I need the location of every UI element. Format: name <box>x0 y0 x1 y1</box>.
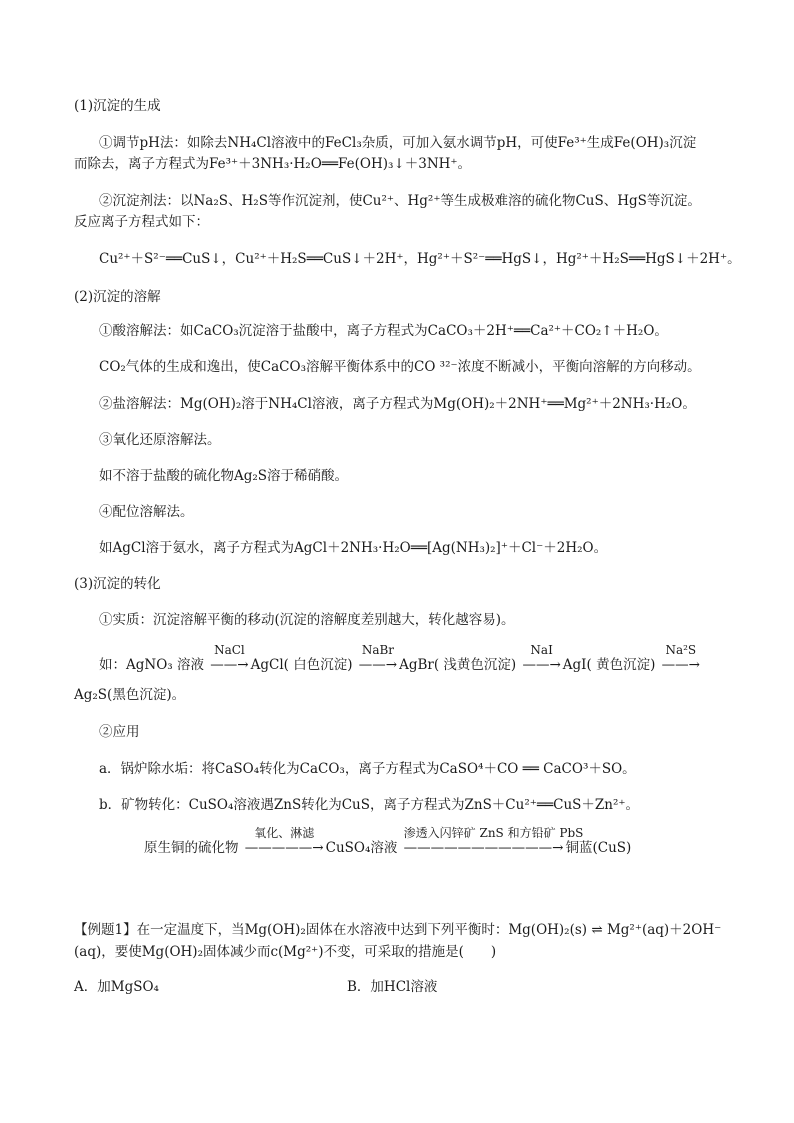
s2-p3: ②盐溶解法：Mg(OH)₂溶于NH₄Cl溶液，离子方程式为Mg(OH)₂＋2NH⁺══Mg²⁺＋2NH₃·H₂O。 <box>99 396 696 412</box>
conversion-chain <box>99 643 702 675</box>
s1-p2-line2: 反应离子方程式如下： <box>74 214 209 230</box>
chain-reagent-1: NaCl <box>214 643 245 657</box>
s3-p1: ①实质：沉淀溶解平衡的移动(沉淀的溶解度差别越大，转化越容易)。 <box>99 612 515 628</box>
s2-p6: ④配位溶解法。 <box>99 504 194 520</box>
chain-reagent-3: NaI <box>530 643 553 657</box>
arrow-icon: ——→ <box>358 657 398 673</box>
chain-reagent-2: NaBr <box>361 643 395 657</box>
s3-application-heading: ②应用 <box>99 724 140 740</box>
s3-item-a: a．锅炉除水垢：将CaSO₄转化为CaCO₃，离子方程式为CaSO⁴＋CO ══ CaCO³＋SO。 <box>99 761 636 777</box>
chain-tail: Ag₂S(黑色沉淀)。 <box>74 687 186 703</box>
s3-item-b: b．矿物转化：CuSO₄溶液遇ZnS转化为CuS，离子方程式为ZnS＋Cu²⁺══CuS＋Zn²⁺。 <box>99 797 640 813</box>
flow-arrow-2 <box>403 826 584 858</box>
s2-p1: ①酸溶解法：如CaCO₃沉淀溶于盐酸中，离子方程式为CaCO₃＋2H⁺══Ca²⁺＋CO₂↑＋H₂O。 <box>99 323 668 339</box>
arrow-icon: ———————————→ <box>403 840 564 856</box>
flow-mid: CuSO₄溶液 <box>325 840 398 856</box>
option-b[interactable]: B．加HCl溶液 <box>347 979 438 995</box>
s1-p2-equations: Cu²⁺＋S²⁻══CuS↓，Cu²⁺＋H₂S══CuS↓＋2H⁺，Hg²⁺＋S²⁻══HgS↓，Hg²⁺＋H₂S══HgS↓＋2H⁺。 <box>99 251 741 267</box>
s2-p7: 如AgCl溶于氨水，离子方程式为AgCl＋2NH₃·H₂O══[Ag(NH₃)₂]⁺＋Cl⁻＋2H₂O。 <box>99 540 608 556</box>
chain-arrow-1 <box>210 643 249 675</box>
s1-p1-line2: 而除去，离子方程式为Fe³⁺＋3NH₃·H₂O══Fe(OH)₃↓＋3NH⁺。 <box>74 156 472 172</box>
chain-product-1: AgCl( 白色沉淀) <box>250 657 353 673</box>
chain-product-3: AgI( 黄色沉淀) <box>562 657 656 673</box>
s2-heading: (2)沉淀的溶解 <box>74 289 161 305</box>
s2-p5: 如不溶于盐酸的硫化物Ag₂S溶于稀硝酸。 <box>99 468 349 484</box>
arrow-icon: ——→ <box>661 657 700 673</box>
s1-p1-line1: ①调节pH法：如除去NH₄Cl溶液中的FeCl₃杂质，可加入氨水调节pH，可使Fe³⁺生成Fe(OH)₃沉淀 <box>99 135 697 151</box>
example-line1: 【例题1】在一定温度下，当Mg(OH)₂固体在水溶液中达到下列平衡时：Mg(OH)₂(s) ⇌ Mg²⁺(aq)＋2OH⁻ <box>74 922 722 938</box>
chain-reagent-4: Na²S <box>665 643 697 657</box>
flow-condition-1: 氧化、淋滤 <box>254 826 315 840</box>
arrow-icon: ——→ <box>522 657 561 673</box>
s2-p4: ③氧化还原溶解法。 <box>99 432 221 448</box>
s1-p2-line1: ②沉淀剂法：以Na₂S、H₂S等作沉淀剂，使Cu²⁺、Hg²⁺等生成极难溶的硫化物CuS、HgS等沉淀。 <box>99 193 701 209</box>
flow-arrow-1 <box>244 826 324 858</box>
chain-product-2: AgBr( 浅黄色沉淀) <box>399 657 517 673</box>
chain-prefix: 如：AgNO₃ 溶液 <box>99 657 204 673</box>
example-line2: (aq)，要使Mg(OH)₂固体减少而c(Mg²⁺)不变，可采取的措施是( ) <box>74 944 497 960</box>
s1-heading: (1)沉淀的生成 <box>74 98 161 114</box>
s3-heading: (3)沉淀的转化 <box>74 576 161 592</box>
option-a[interactable]: A．加MgSO₄ <box>74 979 159 995</box>
mineral-flow <box>144 826 632 858</box>
flow-start: 原生铜的硫化物 <box>144 840 239 856</box>
chain-arrow-2 <box>358 643 398 675</box>
chain-arrow-3 <box>522 643 561 675</box>
arrow-icon: ——→ <box>210 657 249 673</box>
chain-arrow-4 <box>661 643 700 675</box>
arrow-icon: —————→ <box>244 840 324 856</box>
s2-p2: CO₂气体的生成和逸出，使CaCO₃溶解平衡体系中的CO ³²⁻浓度不断减小，平衡向溶解的方向移动。 <box>99 359 701 375</box>
flow-end: 铜蓝(CuS) <box>565 840 632 856</box>
flow-condition-2: 渗透入闪锌矿 ZnS 和方铅矿 PbS <box>403 826 584 840</box>
